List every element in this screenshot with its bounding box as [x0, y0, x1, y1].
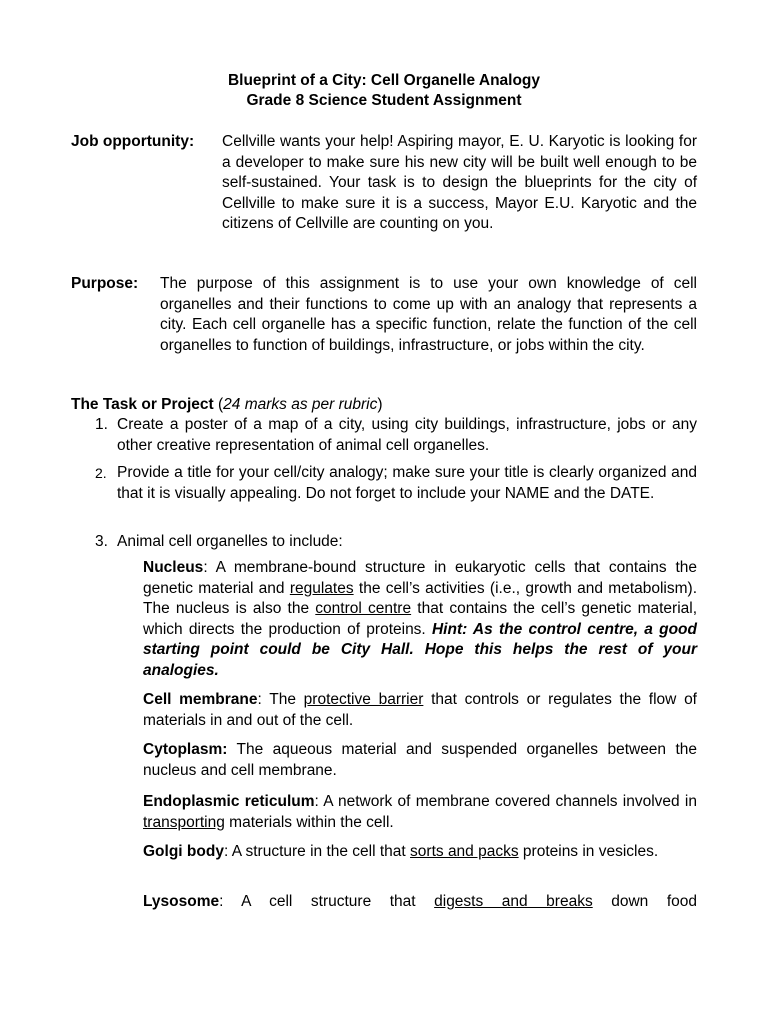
definition-text: that contains the cell’s genetic material, which directs the production of proteins. — [143, 600, 698, 638]
organelle-golgi-body — [143, 842, 697, 863]
definition-text: that controls or regulates the flow of materials in and out of the cell. — [143, 691, 697, 729]
definition-text: the cell’s activities (i.e., growth and metabolism). The nucleus is also the — [143, 579, 698, 617]
task-heading — [71, 395, 697, 416]
underlined-keyword: digests and breaks — [434, 893, 593, 910]
underlined-keyword: sorts and packs — [410, 843, 519, 860]
underlined-keyword: control centre — [315, 600, 412, 617]
task-item-number: 2. — [95, 465, 107, 481]
organelle-cytoplasm — [143, 740, 697, 781]
organelle-term: Lysosome — [143, 893, 220, 910]
organelle-lysosome — [143, 892, 697, 913]
purpose-text: The purpose of this assignment is to use your own knowledge of cell organelles and their functions to come up with an analogy that represents a city. Each cell organelle has a specific function, relate the function of the cell organelles to function of buildings, infrastructure, or jobs within the city. — [160, 275, 697, 354]
definition-text: : A cell structure that — [219, 893, 435, 910]
nucleus-hint: Hint: As the control centre, a good starting point could be City Hall. Hope this helps the rest of your analogies. — [143, 620, 697, 679]
organelle-cell-membrane — [143, 690, 697, 731]
definition-text: down food — [592, 893, 697, 910]
definition-text: The aqueous material and suspended organelles between the nucleus and cell membrane. — [143, 741, 697, 779]
organelle-endoplasmic-reticulum — [143, 792, 697, 833]
definition-text: materials within the cell. — [224, 813, 394, 831]
task-heading-label: The Task or Project — [71, 396, 214, 413]
task-open-paren: ( — [213, 396, 224, 413]
task-item-text: Create a poster of a map of a city, using city buildings, infrastructure, jobs or any other creative representation of animal cell organelles. — [117, 416, 697, 454]
job-opportunity-text: Cellville wants your help! Aspiring mayor, E. U. Karyotic is looking for a developer to make sure his new city will be built well enough to be self-sustained. Your task is to design the blueprints for the city of Cellville to make sure it is a success, Mayor E.U. Karyotic and the citizens of Cellville are counting on you. — [222, 133, 697, 232]
underlined-keyword: transporting — [143, 813, 225, 831]
organelle-term: Golgi body — [143, 843, 224, 860]
definition-text: : A network of membrane covered channels involved in — [314, 793, 697, 810]
document-title: Blueprint of a City: Cell Organelle Analogy — [227, 72, 541, 89]
task-item-text: Animal cell organelles to include: — [117, 533, 343, 550]
organelle-term: Nucleus — [143, 559, 204, 576]
task-marks: 24 marks as per rubric — [223, 396, 378, 413]
organelle-term: Cytoplasm: — [143, 741, 228, 758]
task-item-number: 3. — [95, 533, 108, 550]
definition-text: : The — [257, 691, 304, 708]
definition-text: : A structure in the cell that — [223, 843, 411, 860]
definition-text: proteins in vesicles. — [518, 843, 659, 860]
task-close-paren: ) — [377, 396, 383, 413]
task-item-text: Provide a title for your cell/city analogy; make sure your title is clearly organized and that it is visually appealing. Do not forget to include your NAME and the DATE. — [117, 464, 697, 502]
organelle-term: Endoplasmic reticulum — [143, 793, 315, 810]
organelle-term: Cell membrane — [143, 691, 258, 708]
underlined-keyword: regulates — [289, 579, 354, 597]
definition-text: : A membrane-bound structure in eukaryotic cells that contains the genetic material and — [143, 559, 697, 597]
document-subtitle: Grade 8 Science Student Assignment — [246, 92, 522, 109]
underlined-keyword: protective barrier — [303, 691, 424, 708]
job-opportunity-label: Job opportunity: — [71, 133, 195, 150]
task-item-number: 1. — [95, 416, 108, 433]
purpose-label: Purpose: — [71, 275, 139, 292]
organelle-nucleus — [143, 558, 697, 681]
